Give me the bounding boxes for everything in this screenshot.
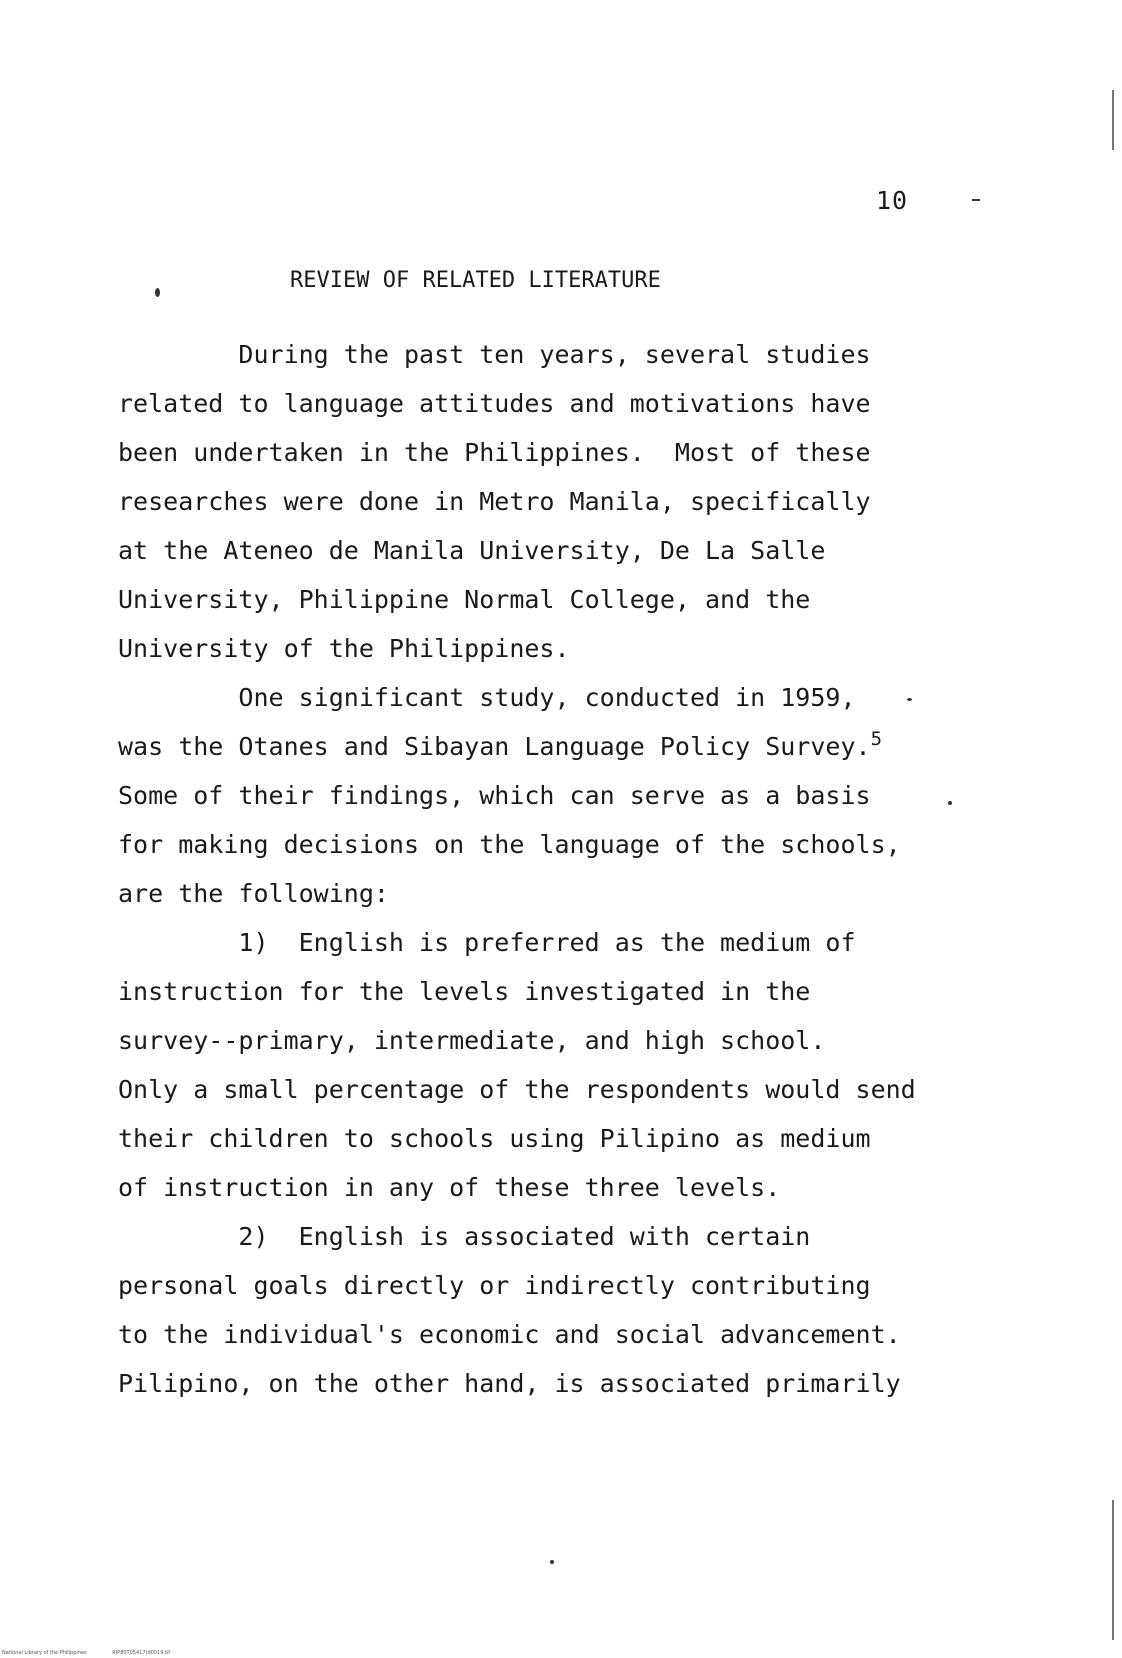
text-line: at the Ateneo de Manila University, De La Salle bbox=[118, 536, 826, 565]
scan-speck bbox=[155, 288, 160, 297]
section-heading: REVIEW OF RELATED LITERATURE bbox=[290, 268, 661, 293]
text-line: their children to schools using Pilipino as medium bbox=[118, 1124, 871, 1153]
footer-library: National Library of the Philippines bbox=[2, 1650, 87, 1656]
text-line: are the following: bbox=[118, 879, 389, 908]
text-line: was the Otanes and Sibayan Language Policy Survey. bbox=[118, 732, 871, 761]
footnote-marker: 5 bbox=[870, 728, 883, 750]
scan-speck bbox=[948, 801, 952, 805]
text-line: University, Philippine Normal College, and the bbox=[118, 585, 811, 614]
text-line: Pilipino, on the other hand, is associated primarily bbox=[118, 1369, 901, 1398]
text-line: for making decisions on the language of the schools, bbox=[118, 830, 901, 859]
text-line: 1) English is preferred as the medium of bbox=[118, 928, 856, 957]
text-line: to the individual's economic and social advancement. bbox=[118, 1320, 901, 1349]
footer-file: RIP80T05417(d0019.tif bbox=[112, 1650, 171, 1656]
text-line: University of the Philippines. bbox=[118, 634, 570, 663]
scan-edge-mark bbox=[1112, 1500, 1114, 1640]
text-line: survey--primary, intermediate, and high school. bbox=[118, 1026, 826, 1055]
text-line: of instruction in any of these three levels. bbox=[118, 1173, 781, 1202]
text-line: Some of their findings, which can serve as a basis bbox=[118, 781, 871, 810]
scan-speck bbox=[550, 1560, 554, 1564]
text-line: been undertaken in the Philippines. Most of these bbox=[118, 438, 871, 467]
text-line: instruction for the levels investigated in the bbox=[118, 977, 811, 1006]
scan-edge-mark bbox=[1112, 90, 1114, 150]
text-line-with-footnote bbox=[118, 728, 883, 764]
text-line: 2) English is associated with certain bbox=[118, 1222, 811, 1251]
text-line: related to language attitudes and motivations have bbox=[118, 389, 871, 418]
text-line: During the past ten years, several studies bbox=[118, 340, 871, 369]
text-line: personal goals directly or indirectly contributing bbox=[118, 1271, 871, 1300]
text-line: One significant study, conducted in 1959, bbox=[118, 683, 856, 712]
page-number: 10 bbox=[876, 186, 909, 215]
text-line: researches were done in Metro Manila, specifically bbox=[118, 487, 871, 516]
text-line: Only a small percentage of the respondents would send bbox=[118, 1075, 916, 1104]
scan-speck bbox=[972, 199, 980, 201]
scan-speck bbox=[907, 698, 912, 701]
scan-footer bbox=[2, 1650, 194, 1656]
